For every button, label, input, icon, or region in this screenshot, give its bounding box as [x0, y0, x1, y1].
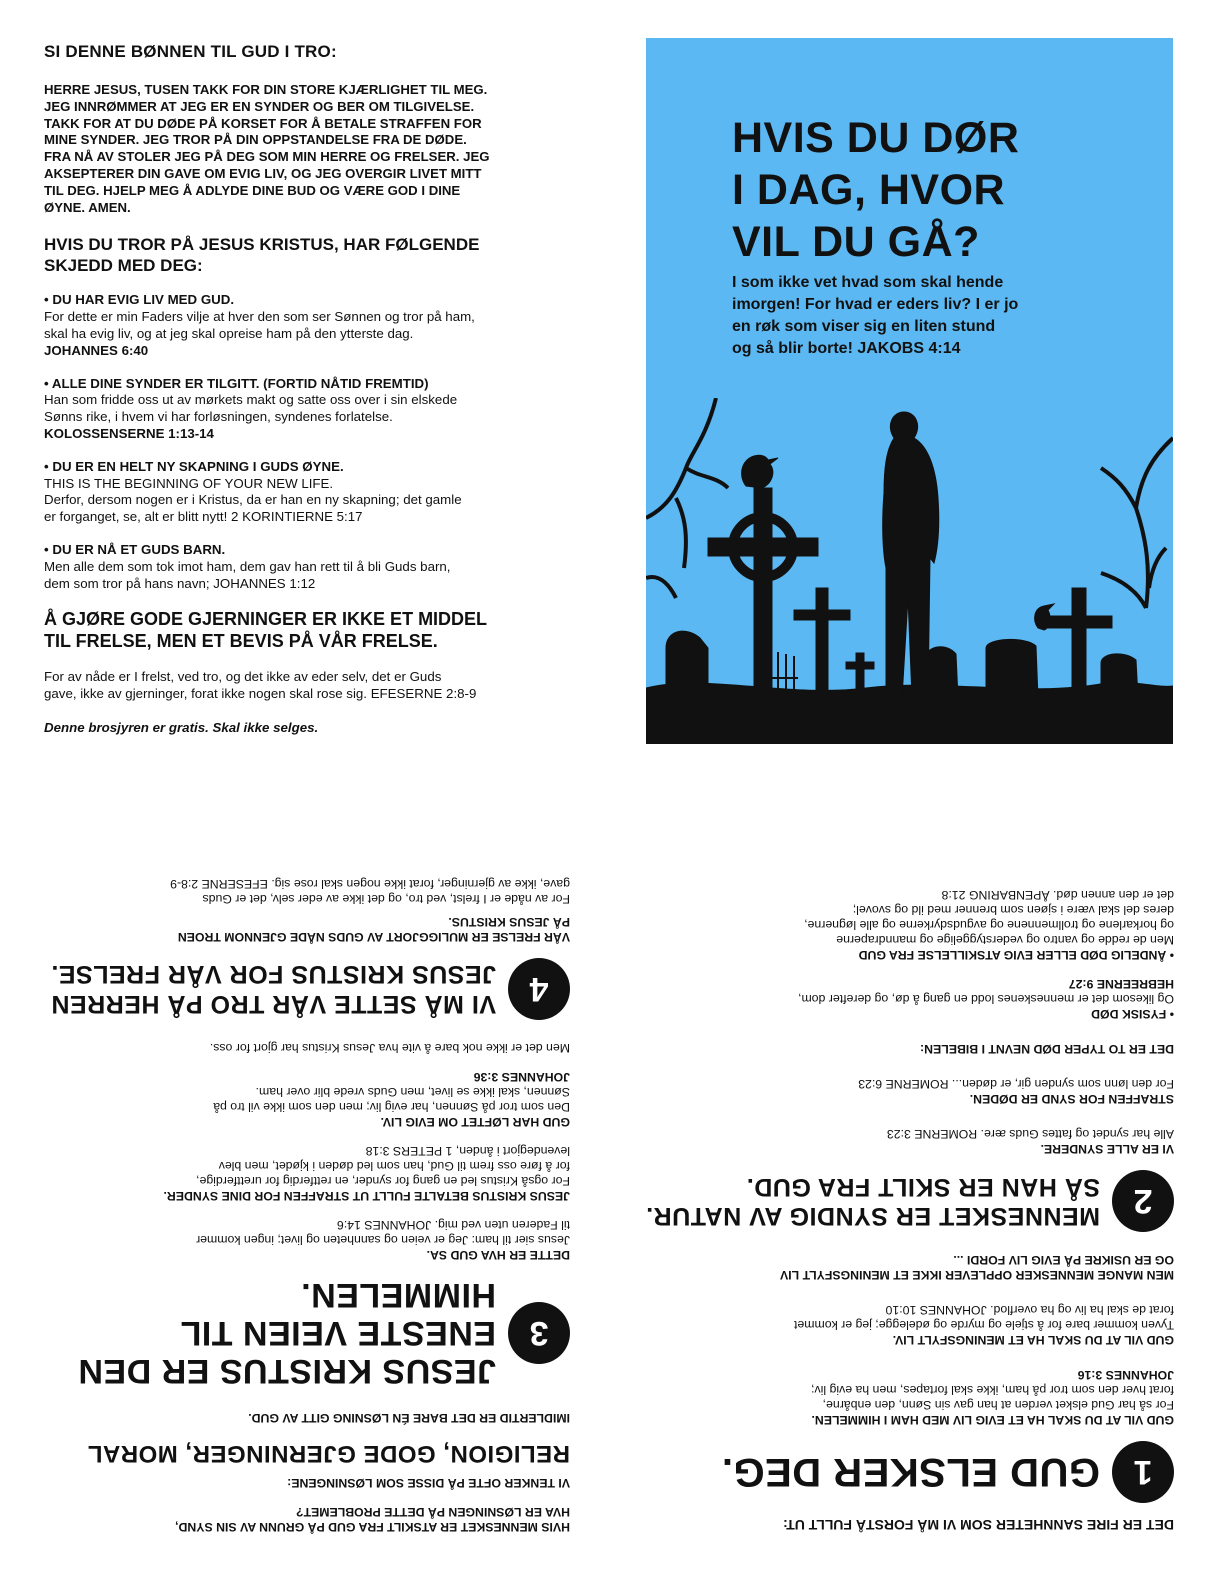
truth-line: PÅ JESUS KRISTUS.: [448, 915, 570, 929]
truth-2b-block: [636, 1076, 1174, 1106]
small-cross: [856, 653, 864, 698]
truth-line: til Faderen uten ved mig. JOHANNES 14:6: [336, 1218, 570, 1232]
intro-line: HVIS MENNESKET ER ATSKILT FRA GUD PÅ GRUNN AV SIN SYND,: [175, 1520, 570, 1534]
only-solution-line: IMIDLERTID ER DET BARE ÉN LØSNING GITT AV GUD.: [248, 1411, 570, 1425]
truth-3-block: [50, 1217, 570, 1262]
truth-2d-block: [636, 976, 1174, 1021]
headstone: [666, 631, 708, 698]
truth-1c-block: [636, 1252, 1174, 1282]
cover-title-line: HVIS DU DØR: [732, 114, 1020, 162]
believe-heading-line: SKJEDD MED DEG:: [44, 256, 203, 276]
truth-line: VI ER ALLE SYNDERE.: [1040, 1142, 1174, 1156]
prayer-line: TAKK FOR AT DU DØDE PÅ KORSET FOR Å BETALE STRAFFEN FOR: [44, 115, 482, 131]
graveyard-silhouette-illustration: [646, 398, 1173, 744]
bullet-eternal-life: [44, 292, 584, 359]
cover-quote-line: I som ikke vet hvad som skal hende: [732, 274, 1004, 291]
truth-line: Tyven kommer bare for å stjele og myrde og ødelegge; jeg er kommet: [793, 1318, 1174, 1332]
truth-line: gave, ikke av gjerninger, forat ikke nogen skal rose sig. EFESERNE 2:8-9: [170, 877, 570, 891]
headstone: [986, 639, 1038, 698]
prayer-line: ØYNE. AMEN.: [44, 199, 131, 215]
truth-3-title: [78, 1276, 496, 1390]
bullet-new-creation: [44, 459, 584, 526]
ground-silhouette: [646, 682, 1173, 744]
truth-line: GUD VIL AT DU SKAL HA ET EVIG LIV MED HAM I HIMMELEN.: [811, 1413, 1174, 1427]
prayer-line: JEG INNRØMMER AT JEG ER EN SYNDER OG BER OM TILGIVELSE.: [44, 98, 475, 114]
truth-line: Og likesom det er menneskenes lodd en gang å dø, og derefter dom,: [798, 992, 1174, 1006]
free-note: Denne brosjyren er gratis. Skal ikke selges.: [44, 720, 319, 736]
truth-line: og horkarlene og trollmennene og avgudsdyrkerne og alle løgnerne,: [804, 918, 1174, 932]
number-3-badge: 3: [508, 1302, 570, 1364]
truth-line: MEN MANGE MENNESKER OPPLEVER IKKE ET MENINGSFYLT LIV: [780, 1268, 1174, 1282]
truth-3-title-line: JESUS KRISTUS ER DEN: [77, 1352, 496, 1390]
truth-2-block: [636, 1126, 1174, 1156]
truth-3-title-line: ENESTE VEIEN TIL: [180, 1314, 496, 1352]
bullet-line: Derfor, dersom nogen er i Kristus, da er han en ny skapning; det gamle: [44, 492, 462, 508]
prayer-line: TIL DEG. HJELP MEG Å ADLYDE DINE BUD OG VÆRE GOD I DINE: [44, 182, 461, 198]
headstone: [926, 647, 958, 698]
intro-line: HVA ER LØSNINGEN PÅ DETTE PROBLEMET?: [296, 1505, 570, 1519]
bullet-line: Men alle dem som tok imot ham, dem gav han rett til å bli Guds barn,: [44, 558, 451, 574]
truth-2-heading: [636, 1170, 1174, 1232]
headstone: [1101, 654, 1138, 698]
works-heading: [44, 608, 584, 652]
works-heading-line: TIL FRELSE, MEN ET BEVIS PÅ VÅR FRELSE.: [44, 631, 438, 652]
bullet-line: skal ha evig liv, og at jeg skal opreise ham på den ytterste dag.: [44, 325, 414, 341]
truth-line: OG ER USIKRE PÅ EVIG LIV FORDI ...: [953, 1253, 1174, 1267]
truth-line: For også Kristus led en gang for synder, en rettferdig for urettferdige,: [196, 1174, 570, 1188]
bullet-title: • DU ER EN HELT NY SKAPNING I GUDS ØYNE.: [44, 458, 344, 474]
believe-heading: [44, 234, 584, 276]
jesus-panel-upside-down: [50, 826, 570, 1534]
truth-line: levendegjort i ånden, 1 PETERS 3:18: [365, 1144, 570, 1158]
grace-verse: [44, 668, 584, 702]
number-1-badge: 1: [1112, 1441, 1174, 1503]
grace-line: For av nåde er I frelst, ved tro, og det ikke av eder selv, det er Guds: [44, 669, 442, 685]
truths-intro: DET ER FIRE SANNHETER SOM VI MÅ FORSTÅ FULLT UT:: [783, 1517, 1174, 1533]
bullet-line: er forganget, se, alt er blitt nytt! 2 KORINTIERNE 5:17: [44, 509, 363, 525]
right-cross: [1072, 588, 1086, 698]
truth-line: GUD VIL AT DU SKAL HA ET MENINGSFYLT LIV.: [892, 1333, 1174, 1347]
prayer-line: FRA NÅ AV STOLER JEG PÅ DEG SOM MIN HERRE OG FRELSER. JEG: [44, 149, 490, 165]
truth-line: for å føre oss frem til Gud, han som led døden i kjødet, men blev: [218, 1159, 570, 1173]
prayer-panel: [44, 42, 584, 735]
truth-line: forat de skal ha liv og ha overflod. JOHANNES 10:10: [885, 1303, 1174, 1317]
cover-title-line: I DAG, HVOR: [732, 166, 1006, 214]
truths-panel-upside-down: [636, 856, 1174, 1532]
number-2-badge: 2: [1112, 1170, 1174, 1232]
truth-3-title-line: HIMMELEN.: [300, 1276, 496, 1314]
truth-2e-block: [636, 887, 1174, 962]
bullet-title: • DU HAR EVIG LIV MED GUD.: [44, 292, 235, 308]
truth-1b-block: [636, 1302, 1174, 1347]
truth-2-title-line: MENNESKET ER SYNDIG AV NATUR.: [645, 1202, 1100, 1230]
prayer-text: [44, 82, 584, 216]
truth-line: det er den annen død. ÅPENBARING 21:8: [941, 888, 1174, 902]
truth-line: VÅR FRELSE ER MULIGGJORT AV GUDS NÅDE GJENNOM TROEN: [177, 930, 570, 944]
right-tree-silhouette: [1101, 438, 1173, 608]
jesus-intro: [50, 1504, 570, 1534]
solutions-title: RELIGION, GODE GJERNINGER, MORAL: [87, 1440, 570, 1467]
truth-2-title-line: SÅ HAN ER SKILT FRA GUD.: [746, 1173, 1100, 1201]
truth-line: JOHANNES 3:36: [473, 1070, 570, 1084]
cover-quote: [732, 272, 1132, 360]
truth-4-heading: [50, 958, 570, 1020]
prayer-line: AKSEPTERER DIN GAVE OM EVIG LIV, OG JEG OVERGIR LIVET MITT: [44, 165, 482, 181]
small-cross: [816, 588, 828, 698]
truth-line: • FYSISK DØD: [1091, 1007, 1174, 1021]
truth-line: For så har Gud elsket verden at han gav sin Sønn, den enbårne,: [822, 1398, 1174, 1412]
cover-panel: [646, 38, 1173, 744]
bullet-line: Sønns rike, i hvem vi har forløsningen, syndenes forlatelse.: [44, 409, 393, 425]
truth-4-title: [51, 959, 496, 1019]
bullet-forgiven: [44, 376, 584, 443]
truth-3c-block: [50, 1069, 570, 1129]
truth-line: Alle har syndet og fattes Guds ære. ROMERNE 3:23: [886, 1127, 1174, 1141]
truth-3b-block: [50, 1143, 570, 1203]
prayer-line: MINE SYNDER. JEG TROR PÅ DIN OPPSTANDELSE FRA DE DØDE.: [44, 132, 467, 148]
truth-line: JOHANNES 3:16: [1077, 1368, 1174, 1382]
truth-line: GUD HAR LØFTET OM EVIG LIV.: [380, 1115, 570, 1129]
bullet-line: Han som fridde oss ut av mørkets makt og satte oss over i sin elskede: [44, 392, 458, 408]
bullet-reference: JOHANNES 6:40: [44, 342, 149, 358]
bullet-title: • ALLE DINE SYNDER ER TILGITT. (FORTID NÅTID FREMTID): [44, 375, 429, 391]
truth-3d-line: Men det er ikke nok bare å vite hva Jesus Kristus har gjort for oss.: [209, 1041, 570, 1055]
bullet-line: For dette er min Faders vilje at hver den som ser Sønnen og tror på ham,: [44, 309, 475, 325]
cover-quote-line: imorgen! For hvad er eders liv? I er jo: [732, 296, 1019, 313]
works-heading-line: Å GJØRE GODE GJERNINGER ER IKKE ET MIDDEL: [44, 609, 488, 630]
truth-line: Jesus sier til ham: Jeg er veien og sannheten og livet; ingen kommer: [196, 1233, 570, 1247]
truth-line: deres del skal være i sjøen som brenner med ild og svovel;: [852, 903, 1174, 917]
number-4-badge: 4: [508, 958, 570, 1020]
truth-line: HEBREERNE 9:27: [1068, 977, 1174, 991]
cover-title-line: VIL DU GÅ?: [732, 218, 980, 266]
truth-line: forat hver den som tror på ham, ikke skal fortapes, men ha evig liv;: [811, 1383, 1174, 1397]
truth-3-heading: [50, 1276, 570, 1390]
truth-4-block: [50, 914, 570, 944]
left-tree-silhouette: [646, 398, 728, 598]
truth-1-heading: [636, 1441, 1174, 1503]
truth-4-title-line: VI MÅ SETTE VÅR TRO PÅ HERREN: [50, 990, 496, 1018]
prayer-heading: SI DENNE BØNNEN TIL GUD I TRO:: [44, 42, 337, 61]
truth-line: DETTE ER HVA GUD SA.: [426, 1248, 570, 1262]
cover-quote-line: og så blir borte! JAKOBS 4:14: [732, 340, 961, 357]
bullet-line: dem som tror på hans navn; JOHANNES 1:12: [44, 575, 316, 591]
truth-line: • ÅNDELIG DØD ELLER EVIG ATSKILLELSE FRA GUD: [858, 948, 1174, 962]
bullet-line: THIS IS THE BEGINNING OF YOUR NEW LIFE.: [44, 475, 334, 491]
truth-1-title: GUD ELSKER DEG.: [721, 1450, 1100, 1495]
believe-heading-line: HVIS DU TROR PÅ JESUS KRISTUS, HAR FØLGENDE: [44, 235, 480, 255]
truth-2c-line: DET ER TO TYPER DØD NEVNT I BIBELEN:: [920, 1042, 1174, 1056]
truth-line: For den lønn som synden gir, er døden... ROMERNE 6:23: [858, 1077, 1174, 1091]
bullet-child-of-god: [44, 542, 584, 592]
truth-line: STRAFFEN FOR SYND ER DØDEN.: [969, 1092, 1174, 1106]
truth-1-block: [636, 1367, 1174, 1427]
truth-line: Men de redde og vantro og vederstyggelige og manndraperne: [836, 933, 1174, 947]
bullet-reference: KOLOSSENSERNE 1:13-14: [44, 425, 214, 441]
truth-line: JESUS KRISTUS BETALTE FULLT UT STRAFFEN FOR DINE SYNDER.: [163, 1189, 570, 1203]
raven-icon: [742, 455, 778, 488]
truth-line: For av nåde er I frelst, ved tro, og det ikke av eder selv, det er Guds: [202, 892, 570, 906]
cover-quote-line: en røk som viser sig en liten stund: [732, 318, 996, 335]
bullet-title: • DU ER NÅ ET GUDS BARN.: [44, 541, 226, 557]
truth-4b-block: [50, 876, 570, 906]
truth-4-title-line: JESUS KRISTUS FOR VÅR FRELSE.: [50, 960, 496, 988]
truth-2-title: [646, 1172, 1100, 1230]
truth-line: Den som tror på Sønnen, har evig liv; men den som ikke vil tro på: [213, 1100, 570, 1114]
think-line: VI TENKER OFTE PÅ DISSE SOM LØSNINGENE:: [287, 1476, 570, 1490]
cover-title: [732, 112, 1019, 268]
grace-line: gave, ikke av gjerninger, forat ikke nogen skal rose sig. EFESERNE 2:8-9: [44, 686, 477, 702]
truth-line: Sønnen, skal ikke se livet, men Guds vrede blir over ham.: [255, 1085, 570, 1099]
prayer-line: HERRE JESUS, TUSEN TAKK FOR DIN STORE KJÆRLIGHET TIL MEG.: [44, 82, 488, 97]
